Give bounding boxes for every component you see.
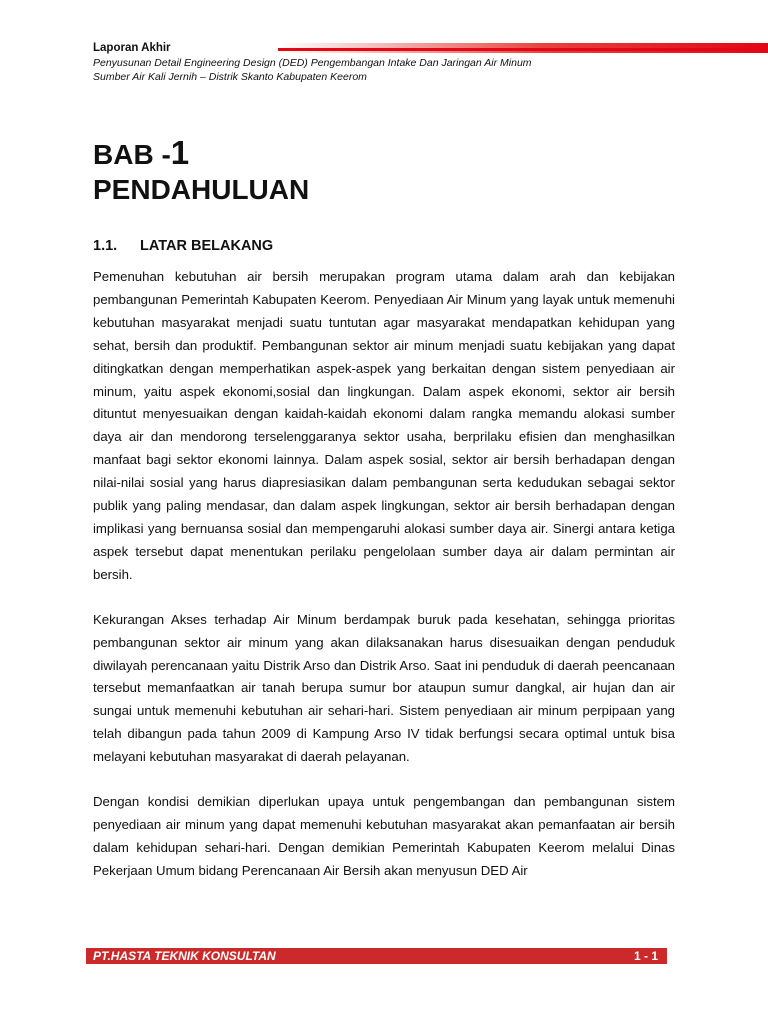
paragraph: Kekurangan Akses terhadap Air Minum berdampak buruk pada kesehatan, sehingga prioritas pembangunan sektor air minum yang akan dilaksanakan harus disesuaikan dengan penduduk diwilayah perencanaan yaitu Distrik Arso dan Distrik Arso. Saat ini penduduk di daerah peencanaan tersebut memanfaatkan air tanah berupa sumur bor ataupun sumur dangkal, air hujan dan air sungai untuk memenuhi kebutuhan air sehari-hari. Sistem penyediaan air minum perpipaan yang telah dibangun pada tahun 2009 di Kampung Arso IV tidak berfungsi secara optimal untuk bisa melayani kebutuhan masyarakat di daerah pelayanan. xyxy=(93,611,675,765)
report-subtitle-line1: Penyusunan Detail Engineering Design (DED) Pengembangan Intake Dan Jaringan Air Minum xyxy=(93,57,532,69)
section-title: LATAR BELAKANG xyxy=(140,238,274,254)
report-subtitle-line2: Sumber Air Kali Jernih – Distrik Skanto Kabupaten Keerom xyxy=(93,71,367,83)
paragraph: Pemenuhan kebutuhan air bersih merupakan program utama dalam arah dan kebijakan pembangunan Pemerintah Kabupaten Keerom. Penyediaan Air Minum yang layak untuk memenuhi kebutuhan masyarakat menjadi suatu tuntutan agar masyarakat mendapatkan kehidupan yang sehat, bersih dan produktif. Pembangunan sektor air minum menjadi suatu kebijakan yang dapat ditingkatkan dengan memperhatikan aspek-aspek yang berkaitan dengan sistem penyediaan air minum, yaitu aspek ekonomi,sosial dan lingkungan. Dalam aspek ekonomi, sektor air bersih dituntut menyesuaikan dengan kaidah-kaidah ekonomi dalam rangka memandu alokasi sumber daya air dan mendorong terselenggaranya sektor usaha, berprilaku efisien dan menghasilkan manfaat bagi sektor ekonomi lainnya. Dalam aspek sosial, sektor air bersih berhadapan dengan nilai-nilai sosial yang harus diapresiasikan dalam pembangunan serta kedudukan sebagai sektor publik yang paling mendasar, dan dalam aspek lingkungan, sektor air bersih berhadapan dengan implikasi yang bernuansa sosial dan mempengaruhi alokasi sumber daya air. Sinergi antara ketiga aspek tersebut dapat menentukan perilaku pengelolaan sumber daya air dalam permintan air bersih. xyxy=(93,269,675,582)
report-title: Laporan Akhir xyxy=(93,42,171,54)
paragraph: Dengan kondisi demikian diperlukan upaya untuk pengembangan dan pembangunan sistem penyediaan air minum yang dapat memenuhi kebutuhan masyarakat akan pemanfaatan air bersih dalam kehidupan sehari-hari. Dengan demikian Pemerintah Kabupaten Keerom melalui Dinas Pekerjaan Umum bidang Perencanaan Air Bersih akan menyusun DED Air xyxy=(93,794,675,878)
page-footer xyxy=(86,948,667,964)
chapter-heading xyxy=(93,136,309,208)
chapter-title: PENDAHULUAN xyxy=(93,174,310,205)
page-header xyxy=(93,40,768,84)
footer-company: PT.HASTA TEKNIK KONSULTAN xyxy=(93,949,276,963)
body-text xyxy=(93,266,675,905)
page-number: 1 - 1 xyxy=(633,949,658,963)
section-number: 1.1. xyxy=(93,238,118,254)
chapter-label: BAB - xyxy=(93,139,171,170)
section-heading xyxy=(93,238,273,254)
chapter-number: 1 xyxy=(170,134,190,171)
